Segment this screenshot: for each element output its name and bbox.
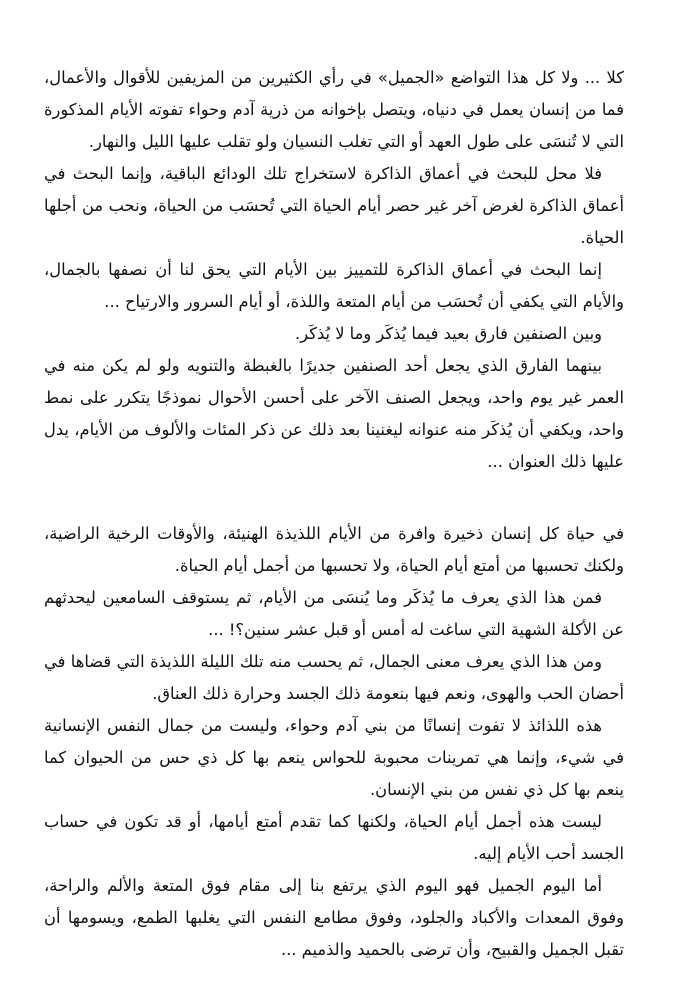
paragraph: وبين الصنفين فارق بعيد فيما يُذكَر وما لا يُذكَر.	[295, 324, 602, 343]
paragraph: ومن هذا الذي يعرف معنى الجمال، ثم يحسب منه تلك الليلة اللذيذة التي قضاها في أحضان الحب والهوى، ونعم فيها بنعومة ذلك الجسد وحرارة ذلك العناق.	[44, 652, 624, 703]
text-section-1	[44, 62, 624, 478]
paragraph: بينهما الفارق الذي يجعل أحد الصنفين جديرًا بالغبطة والتنويه ولو لم يكن منه في العمر غير يوم واحد، ويجعل الصنف الآخر على أحسن الأحوال نموذجًا يتكرر على نمط واحد، ويكفي أن يُذكَر منه عنوانه ليغنينا بعد ذلك عن ذكر المئات والألوف من الأيام، يدل عليها ذلك العنوان ...	[44, 356, 624, 471]
paragraph: فمن هذا الذي يعرف ما يُذكَر وما يُنسَى من الأيام، ثم يستوقف السامعين ليحدثهم عن الأكلة الشهية التي ساغت له أمس أو قبل عشر سنين؟! ...	[44, 588, 624, 639]
paragraph: أما اليوم الجميل فهو اليوم الذي يرتفع بنا إلى مقام فوق المتعة والألم والراحة، وفوق المعدات والأكباد والجلود، وفوق مطامع النفس التي يغلبها الطمع، ويسومها أن تقبل الجميل والقبيح، وأن ترضى بالحميد والذميم ...	[44, 876, 624, 959]
paragraph: كلا ... ولا كل هذا التواضع «الجميل» في رأي الكثيرين من المزيفين للأقوال والأعمال، فما من إنسان يعمل في دنياه، ويتصل بإخوانه من ذرية آدم وحواء تفوته الأيام المذكورة التي لا تُنسَى على طول العهد أو التي تغلب النسيان ولو تقلب عليها الليل والنهار.	[44, 68, 624, 151]
text-section-2	[44, 518, 624, 966]
paragraph: هذه اللذائذ لا تفوت إنسانًا من بني آدم وحواء، وليست من جمال النفس الإنسانية في شيء، وإنما هي تمرينات محبوبة للحواس ينعم بها كل ذي حس من الحيوان كما ينعم بها كل ذي نفس من بني الإنسان.	[44, 716, 624, 799]
paragraph: في حياة كل إنسان ذخيرة وافرة من الأيام اللذيذة الهنيئة، والأوقات الرخية الراضية، ولكنك تحسبها من أمتع أيام الحياة، ولا تحسبها من أجمل أيام الحياة.	[44, 524, 624, 575]
paragraph: فلا محل للبحث في أعماق الذاكرة لاستخراج تلك الودائع الباقية، وإنما البحث في أعماق الذاكرة لغرض آخر غير حصر أيام الحياة التي تُحسَب من الحياة، ونحب من أجلها الحياة.	[44, 164, 624, 247]
paragraph: ليست هذه أجمل أيام الحياة، ولكنها كما تقدم أمتع أيامها، أو قد تكون في حساب الجسد أحب الأيام إليه.	[44, 812, 624, 863]
paragraph: إنما البحث في أعماق الذاكرة للتمييز بين الأيام التي يحق لنا أن نصفها بالجمال، والأيام التي يكفي أن تُحسَب من أيام المتعة واللذة، أو أيام السرور والارتياح ...	[44, 260, 624, 311]
